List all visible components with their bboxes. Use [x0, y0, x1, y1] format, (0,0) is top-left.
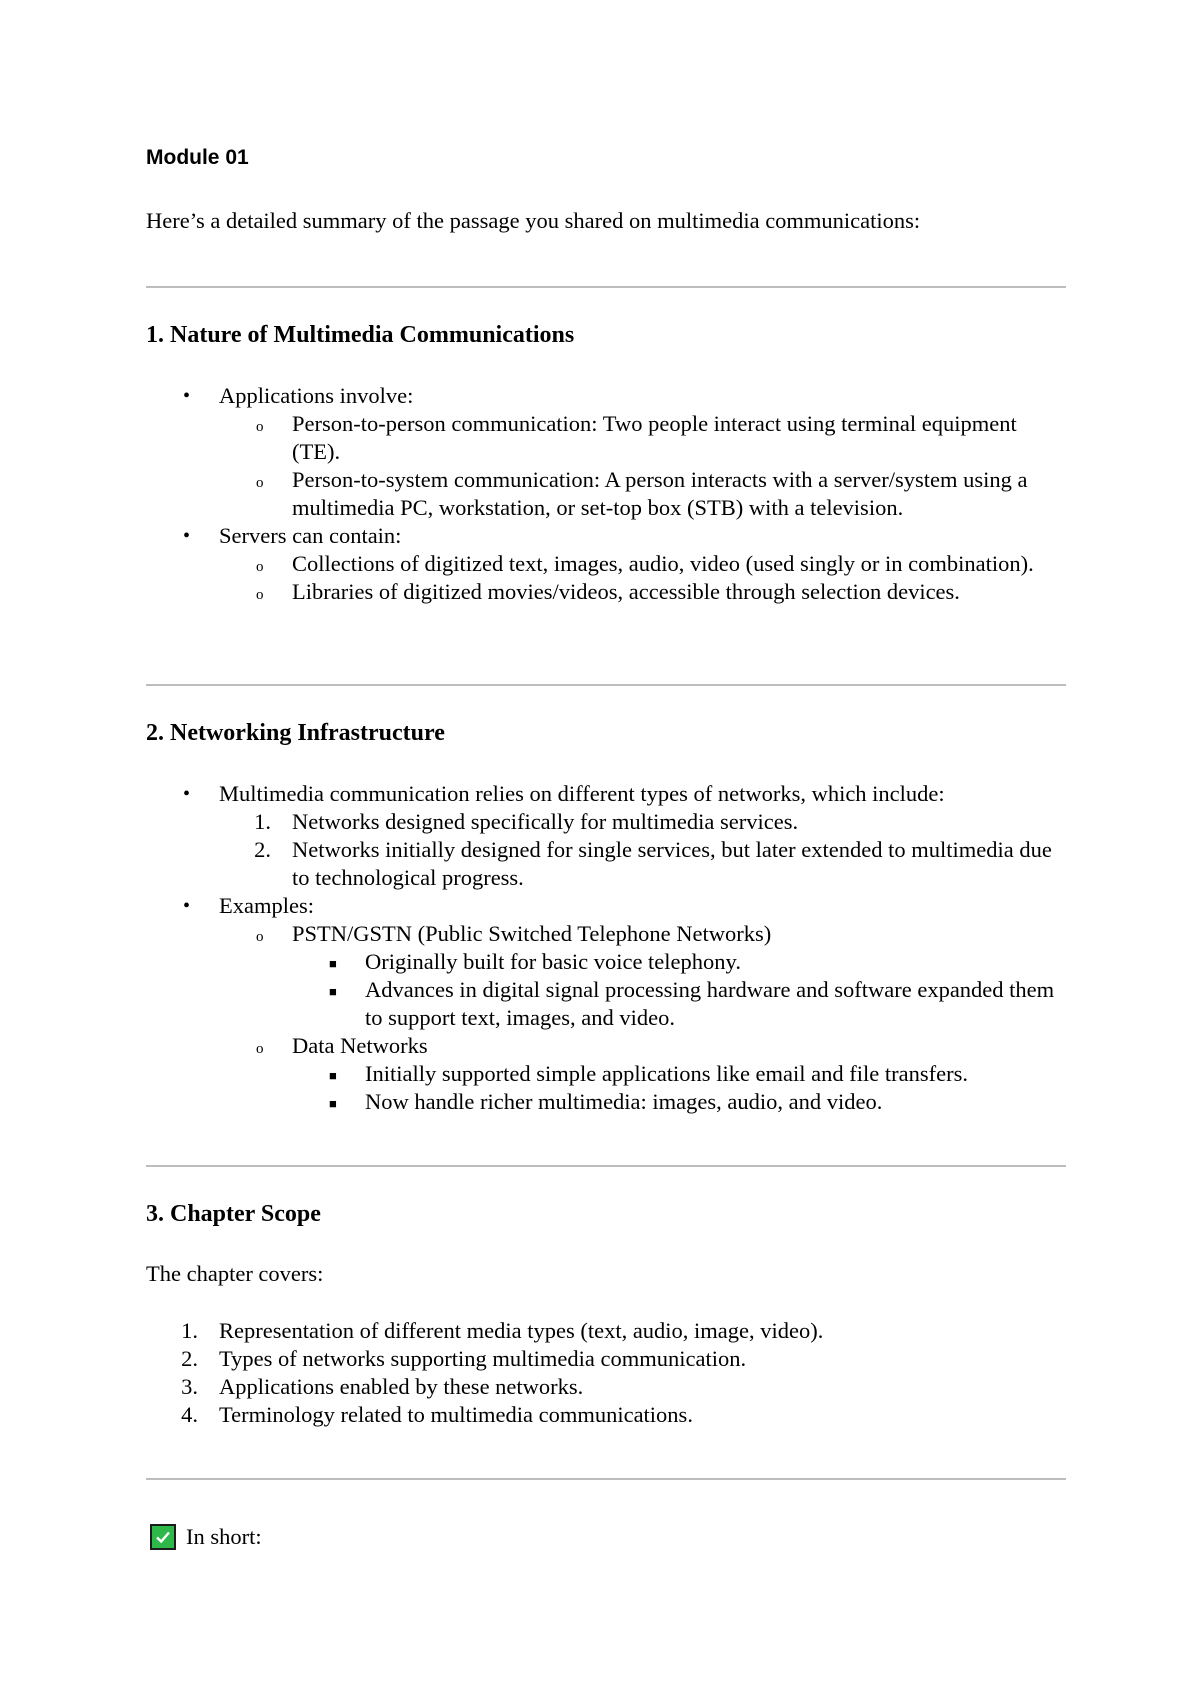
circle-bullet-icon: o [256, 929, 264, 945]
list-item [146, 920, 1066, 948]
square-bullet-icon: ■ [329, 1068, 337, 1083]
list-number: 2. [254, 837, 271, 862]
list-item-text: Representation of different media types (text, audio, image, video). [219, 1318, 824, 1343]
list-item-text: PSTN/GSTN (Public Switched Telephone Networks) [292, 921, 772, 946]
list-number: 3. [181, 1374, 198, 1399]
list-item-text: Originally built for basic voice telephony. [365, 949, 741, 974]
list-number: 4. [181, 1402, 198, 1427]
list-item-text: Data Networks [292, 1033, 428, 1058]
section-3-title: 3. Chapter Scope [146, 1201, 321, 1227]
circle-bullet-icon: o [256, 1041, 264, 1057]
list-item-text: Terminology related to multimedia communications. [219, 1402, 693, 1427]
list-item-text: Now handle richer multimedia: images, audio, and video. [365, 1089, 883, 1114]
intro-text: Here’s a detailed summary of the passage you shared on multimedia communications: [146, 208, 921, 233]
list-item [146, 976, 1066, 1032]
list-item-text: Networks initially designed for single services, but later extended to multimedia due to technological progress. [292, 837, 1052, 890]
bullet-icon: • [183, 385, 191, 407]
list-item-text: Person-to-person communication: Two people interact using terminal equipment (TE). [292, 411, 1017, 464]
list-item-text: Initially supported simple applications like email and file transfers. [365, 1061, 968, 1086]
list-item [146, 550, 1066, 578]
list-item-text: Advances in digital signal processing hardware and software expanded them to support text, images, and video. [365, 977, 1055, 1030]
check-icon [150, 1524, 176, 1550]
section-3-list [146, 1317, 1066, 1429]
list-item-text: Types of networks supporting multimedia communication. [219, 1346, 747, 1371]
bullet-icon: • [183, 525, 191, 547]
list-item [146, 1345, 1066, 1373]
list-item [146, 836, 1066, 892]
list-item [146, 522, 1066, 550]
list-item [146, 780, 1066, 808]
list-item [146, 808, 1066, 836]
list-item [146, 948, 1066, 976]
list-item-text: Servers can contain: [219, 523, 402, 548]
list-item-text: Person-to-system communication: A person interacts with a server/system using a multimedia PC, workstation, or set-top box (STB) with a television. [292, 467, 1028, 520]
list-item [146, 1317, 1066, 1345]
list-number: 1. [181, 1318, 198, 1343]
bullet-icon: • [183, 895, 191, 917]
list-item [146, 1373, 1066, 1401]
check-icon-glyph [154, 1528, 172, 1546]
summary-line [146, 1524, 262, 1550]
section-1-title: 1. Nature of Multimedia Communications [146, 322, 575, 348]
list-item [146, 1060, 1066, 1088]
list-item [146, 1032, 1066, 1060]
divider [146, 286, 1066, 288]
square-bullet-icon: ■ [329, 1096, 337, 1111]
list-item [146, 892, 1066, 920]
list-item-text: Libraries of digitized movies/videos, accessible through selection devices. [292, 579, 960, 604]
list-item [146, 466, 1066, 522]
section-2-title: 2. Networking Infrastructure [146, 720, 445, 746]
list-item-text: Networks designed specifically for multimedia services. [292, 809, 799, 834]
list-item-text: Examples: [219, 893, 314, 918]
divider [146, 1165, 1066, 1167]
square-bullet-icon: ■ [329, 984, 337, 999]
list-number: 2. [181, 1346, 198, 1371]
square-bullet-icon: ■ [329, 956, 337, 971]
list-item [146, 382, 1066, 410]
list-item-text: Applications enabled by these networks. [219, 1374, 584, 1399]
circle-bullet-icon: o [256, 475, 264, 491]
list-item-text: Applications involve: [219, 383, 414, 408]
section-2-list [146, 780, 1066, 1116]
list-item [146, 1088, 1066, 1116]
list-item-text: Collections of digitized text, images, audio, video (used singly or in combination). [292, 551, 1034, 576]
list-item [146, 1401, 1066, 1429]
section-3-lead: The chapter covers: [146, 1261, 324, 1286]
divider [146, 1478, 1066, 1480]
list-item-text: Multimedia communication relies on different types of networks, which include: [219, 781, 945, 806]
summary-label: In short: [186, 1524, 262, 1549]
list-number: 1. [254, 809, 271, 834]
divider [146, 684, 1066, 686]
list-item [146, 410, 1066, 466]
circle-bullet-icon: o [256, 419, 264, 435]
circle-bullet-icon: o [256, 559, 264, 575]
circle-bullet-icon: o [256, 587, 264, 603]
list-item [146, 578, 1066, 606]
bullet-icon: • [183, 783, 191, 805]
section-1-list [146, 382, 1066, 606]
module-title: Module 01 [146, 146, 249, 169]
